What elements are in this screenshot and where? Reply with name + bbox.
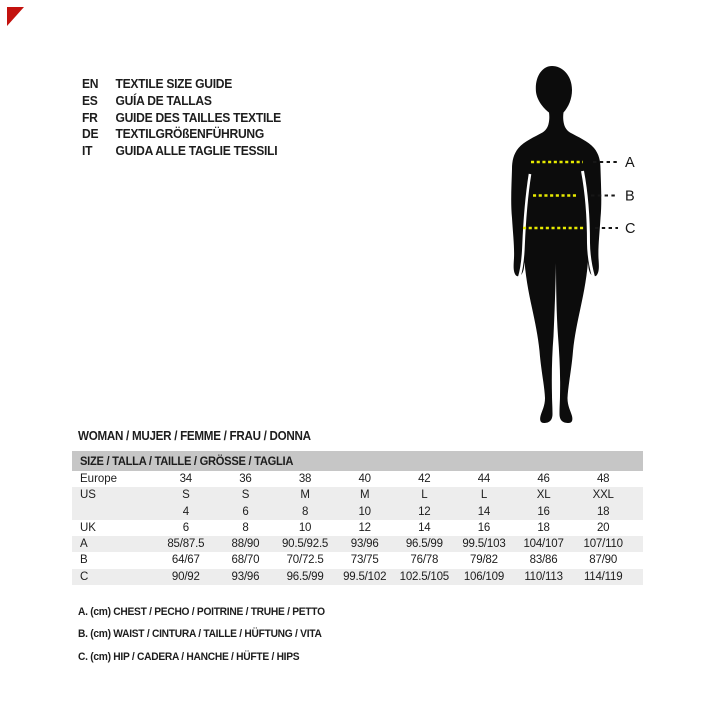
row-label: Europe — [80, 473, 118, 485]
size-table — [72, 451, 643, 585]
language-label: GUÍA DE TALLAS — [115, 92, 212, 108]
size-cell: 12 — [418, 505, 431, 518]
size-cell: 34 — [179, 473, 193, 485]
size-cell: 70/72.5 — [286, 554, 324, 567]
size-cell: 10 — [298, 521, 312, 534]
language-code: FR — [82, 109, 98, 125]
size-cell: 96.5/99 — [405, 538, 443, 551]
language-code: EN — [82, 76, 99, 91]
language-label: GUIDA ALLE TAGLIE TESSILI — [115, 143, 278, 159]
size-cell: 68/70 — [231, 554, 260, 567]
size-cell: 10 — [358, 505, 371, 518]
size-cell: 90.5/92.5 — [281, 538, 329, 551]
size-cell: 99.5/103 — [462, 538, 506, 551]
size-cell: 16 — [477, 521, 491, 534]
language-row — [82, 93, 281, 110]
size-cell: 104/107 — [523, 538, 564, 551]
measurement-legend — [78, 601, 343, 668]
size-cell: 90/92 — [171, 570, 200, 583]
size-cell: 83/86 — [529, 554, 558, 567]
size-cell: 99.5/102 — [343, 570, 387, 583]
row-label: C — [80, 570, 89, 583]
size-cell: 88/90 — [231, 538, 260, 551]
size-cell: 64/67 — [171, 554, 200, 567]
measure-label-b: B — [625, 188, 635, 205]
corner-marker-icon — [7, 7, 24, 26]
size-cell: L — [421, 489, 428, 502]
size-cell: 18 — [537, 521, 550, 534]
size-cell: 6 — [242, 505, 249, 518]
language-label: TEXTILE SIZE GUIDE — [115, 76, 233, 91]
size-cell: 12 — [358, 521, 371, 534]
size-cell: 85/87.5 — [167, 538, 205, 551]
size-cell: 96.5/99 — [286, 570, 324, 583]
size-cell: 46 — [537, 473, 550, 485]
legend-row: C. (cm) HIP / CADERA / HANCHE / HÜFTE / HIPS — [78, 650, 300, 663]
size-cell: 36 — [239, 473, 252, 485]
language-code: IT — [82, 143, 93, 159]
size-cell: S — [182, 489, 190, 502]
row-label: UK — [80, 521, 96, 534]
size-cell: 42 — [418, 473, 431, 485]
size-cell: S — [241, 489, 250, 502]
size-cell: M — [359, 489, 370, 502]
table-row — [72, 504, 643, 520]
row-label — [80, 504, 156, 520]
size-table-header — [72, 451, 643, 471]
size-cell: 16 — [537, 505, 550, 518]
size-cell: 20 — [596, 521, 610, 534]
measure-label-a: A — [625, 155, 635, 171]
size-table-header-label: SIZE / TALLA / TAILLE / GRÖSSE / TAGLIA — [80, 454, 294, 468]
language-title-block — [82, 76, 296, 160]
language-row — [82, 143, 281, 160]
size-cell: 48 — [596, 473, 610, 485]
language-row — [82, 126, 281, 143]
row-label: B — [80, 554, 88, 567]
size-cell: 76/78 — [410, 554, 439, 567]
size-cell: 6 — [182, 521, 189, 534]
row-label: A — [80, 538, 88, 551]
size-cell: L — [480, 489, 488, 502]
size-cell: XXL — [592, 489, 614, 502]
language-label: TEXTILGRÖßENFÜHRUNG — [115, 126, 264, 142]
table-row — [72, 520, 643, 536]
size-cell: 114/119 — [583, 570, 623, 583]
size-cell: 18 — [596, 505, 610, 518]
size-cell: 93/96 — [231, 570, 260, 583]
size-cell: 106/109 — [463, 570, 505, 583]
language-code: ES — [82, 92, 98, 108]
language-code: DE — [82, 126, 99, 142]
gender-heading: WOMAN / MUJER / FEMME / FRAU / DONNA — [78, 429, 311, 443]
woman-silhouette — [460, 50, 700, 440]
size-cell: 40 — [358, 473, 371, 485]
size-cell: 8 — [242, 521, 249, 534]
table-row — [72, 471, 643, 487]
size-cell: 44 — [477, 473, 491, 485]
figure-area — [460, 50, 700, 440]
size-cell: 38 — [298, 473, 312, 485]
legend-row: B. (cm) WAIST / CINTURA / TAILLE / HÜFTUNG / VITA — [78, 628, 322, 641]
size-cell: 14 — [418, 521, 431, 534]
table-row — [72, 487, 643, 503]
size-cell: 93/96 — [350, 538, 379, 551]
size-cell: 110/113 — [524, 570, 563, 583]
size-cell: 107/110 — [583, 538, 623, 551]
table-row — [72, 552, 643, 568]
size-table-rows — [72, 471, 643, 585]
measure-label-c: C — [625, 221, 636, 237]
size-cell: 8 — [301, 505, 309, 518]
size-cell: 102.5/105 — [399, 570, 449, 583]
size-cell: 79/82 — [470, 554, 498, 567]
size-cell: 87/90 — [589, 554, 618, 567]
size-cell: 4 — [182, 505, 189, 518]
table-row — [72, 569, 643, 585]
size-cell: 14 — [477, 505, 491, 518]
row-label: US — [80, 489, 96, 502]
size-cell: M — [300, 489, 310, 502]
legend-row: A. (cm) CHEST / PECHO / POITRINE / TRUHE / PETTO — [78, 606, 325, 618]
language-row — [82, 110, 281, 127]
size-cell: XL — [536, 489, 551, 502]
language-row — [82, 76, 281, 93]
language-label: GUIDE DES TAILLES TEXTILE — [115, 109, 281, 125]
size-cell: 73/75 — [350, 554, 379, 567]
table-row — [72, 536, 643, 552]
